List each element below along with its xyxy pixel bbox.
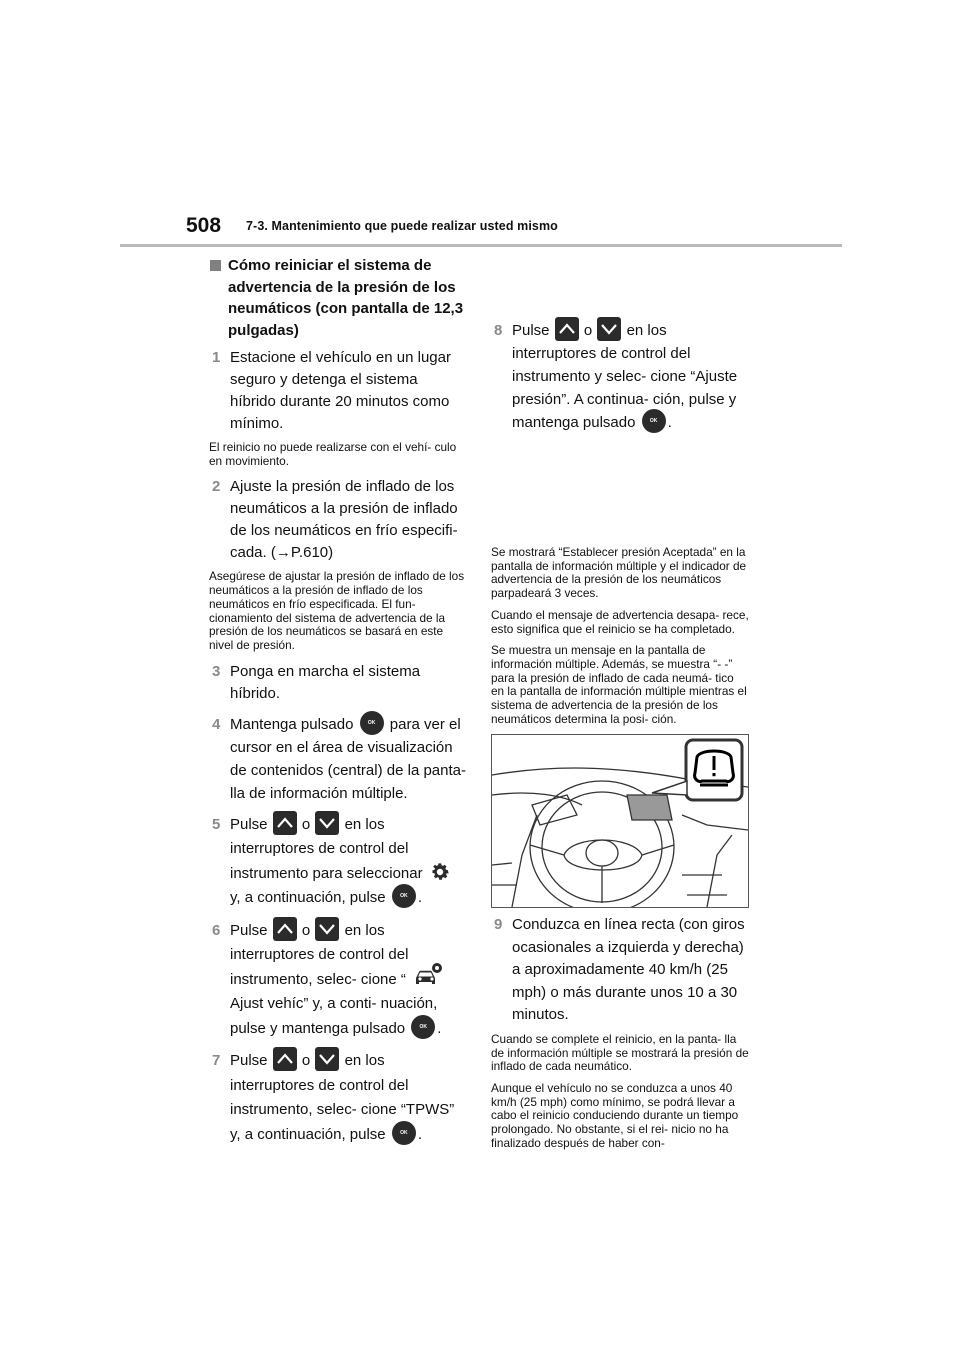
chevron-down-icon [315, 811, 339, 835]
chevron-up-icon [273, 811, 297, 835]
section-heading: Cómo reiniciar el sistema de advertencia de la presión de los neumáticos (con pantalla de 12,3 pulgadas) [209, 255, 467, 341]
step-7: 7 Pulse o en los interruptores de control del instrumento, selec- cione “TPWS” y, a continuación, pulse OK . [209, 1049, 467, 1147]
step-2: 2 Ajuste la presión de inflado de los neumáticos a la presión de inflado de los neumáticos en frío especifi- cada. (→P.610) [212, 478, 458, 562]
page-number: 508 [186, 214, 222, 237]
note-2: Asegúrese de ajustar la presión de inflado de los neumáticos a la presión de inflado de los neumáticos en frío especificada. El fun- cionamiento del sistema de advertencia de la presión de los neumáticos se basará en este nivel de presión. [209, 569, 465, 652]
chevron-up-icon [555, 317, 579, 341]
heading-square-icon [210, 260, 221, 271]
left-column [209, 255, 467, 1153]
dashboard-drawing [492, 735, 748, 907]
step-5: 5 Pulse o en los interruptores de control del instrumento para seleccionar y, a continuación, pulse OK . [209, 813, 467, 911]
ok-button-icon: OK [411, 1015, 435, 1039]
dashboard-illustration [491, 734, 749, 908]
ok-button-icon: OK [360, 711, 384, 735]
note-8a: Se mostrará “Establecer presión Aceptada” en la pantalla de información múltiple y el indicador de advertencia de la presión de los neumáticos parpadeará 3 veces. [491, 545, 747, 601]
chevron-up-icon [273, 917, 297, 941]
gear-icon [429, 861, 451, 883]
note-9a: Cuando se complete el reinicio, en la panta- lla de información múltiple se mostrará la presión de inflado de cada neumático. [491, 1031, 749, 1074]
note-9b: Aunque el vehículo no se conduzca a unos 40 km/h (25 mph) como mínimo, se podrá llevar a cabo el reinicio conduciendo durante un tiempo prolongado. No obstante, si el rei- nicio no ha finalizado después de haber con- [491, 1081, 739, 1150]
ok-button-icon: OK [392, 884, 416, 908]
step-9: 9 Conduzca en línea recta (con giros ocasionales a izquierda y derecha) a aproximadamente 40 km/h (25 mph) o más durante unos 10 a 30 minutos. [494, 916, 745, 1024]
note-8b: Cuando el mensaje de advertencia desapa- rece, esto significa que el reinicio se ha completado. [491, 607, 749, 636]
chevron-down-icon [315, 917, 339, 941]
step-1: 1 Estacione el vehículo en un lugar seguro y detenga el sistema híbrido durante 20 minutos como mínimo. [212, 349, 451, 432]
ok-button-icon: OK [392, 1121, 416, 1145]
right-column-top [491, 255, 749, 440]
chevron-up-icon [273, 1047, 297, 1071]
header-divider [120, 244, 842, 247]
car-settings-icon [412, 962, 444, 988]
note-1: El reinicio no puede realizarse con el vehí- culo en movimiento. [209, 440, 457, 468]
step-3: 3 Ponga en marcha el sistema híbrido. [212, 662, 421, 702]
chevron-down-icon [315, 1047, 339, 1071]
chevron-down-icon [597, 317, 621, 341]
note-8c: Se muestra un mensaje en la pantalla de información múltiple. Además, se muestra “- -” para la presión de inflado de cada neumá- tico en la pantalla de información múltiple mientras el sistema de advertencia de la presión de los neumáticos determina la posi- ción. [491, 643, 747, 726]
right-column [491, 542, 749, 1159]
step-8: 8 Pulse o en los interruptores de control del instrumento y selec- cione “Ajuste presión”. A continua- ción, pulse y mantenga pulsado OK . [491, 319, 749, 434]
section-title: 7-3. Mantenimiento que puede realizar usted mismo [246, 219, 558, 233]
ok-button-icon: OK [642, 409, 666, 433]
step-6: 6 Pulse o en los interruptores de control del instrumento, selec- cione “ Ajust vehíc” y, a conti- nuación, pulse y mantenga pulsado OK . [209, 919, 467, 1042]
step-4: 4 Mantenga pulsado OK para ver el cursor en el área de visualización de contenidos (central) de la panta- lla de información múltiple. [209, 713, 467, 805]
